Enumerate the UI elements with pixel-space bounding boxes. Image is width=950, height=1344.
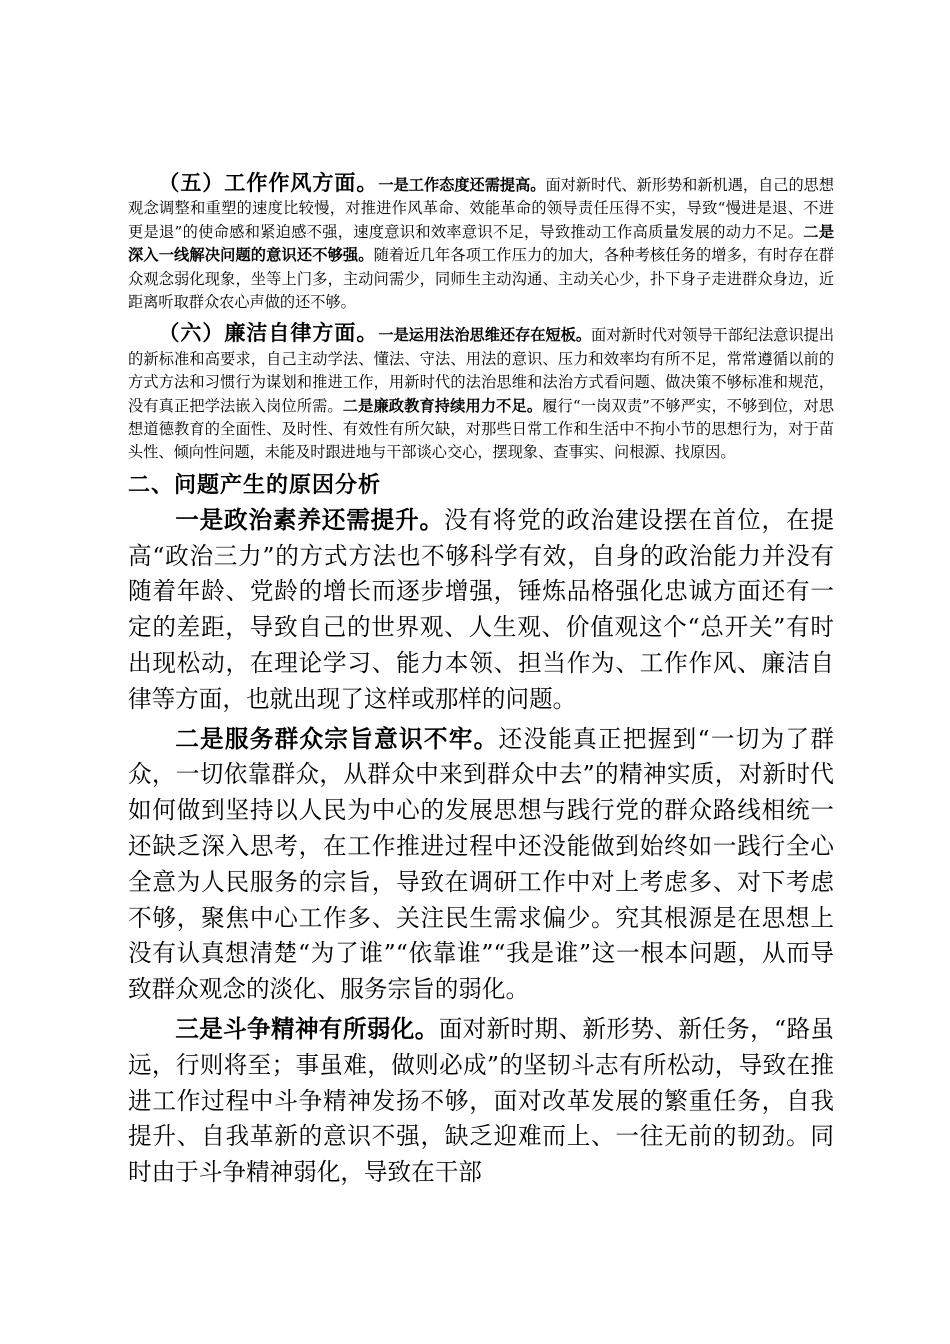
subpoint-clean-government: 二是廉政教育持续用力不足。 xyxy=(342,396,543,415)
paragraph-serving-masses xyxy=(128,722,834,1008)
paragraph-text: 面对新时代对领导干部纪法意识提出的新标准和高要求，自己主动学法、懂法、守法、用法的意识、压力和效率均有所不足，常常遵循以前的方式方法和习惯行为谋划和推进工作，用新时代的法治思维和法治方式看问题、做决策不够标准和规范，没有真正把学法嵌入岗位所需。 xyxy=(128,326,835,415)
paragraph-text: 面对新时代、新形势和新机遇，自己的思想观念调整和重塑的速度比较慢，对推进作风革命、效能革命的领导责任压得不实，导致“慢进是退、不进更是退”的使命感和紧迫感不强，速度意识和效率意识不足，导致推动工作高质量发展的动力不足。 xyxy=(128,176,835,241)
subpoint-serving-masses: 二是服务群众宗旨意识不牢。 xyxy=(175,724,499,753)
paragraph-text: 履行“一岗双责”不够严实，不够到位，对思想道德教育的全面性、及时性、有效性有所欠缺，对那些日常工作和生活中不拘小节的思想行为，对于苗头性、倾向性问题，未能及时跟进地与干部谈心交心，摆现象、查事实、问根源、找原因。 xyxy=(128,396,835,462)
paragraph-fighting-spirit xyxy=(128,1012,834,1191)
subpoint-attitude: 一是工作态度还需提高。 xyxy=(378,176,546,194)
paragraph-text: 面对新时期、新形势、新任务，“路虽远，行则将至；事虽难，做则必成”的坚韧斗志有所松动，导致在推进工作过程中斗争精神发扬不够，面对改革发展的繁重任务，自我提升、自我革新的意识不强，缺乏迎难而上、一往无前的韧劲。同时由于斗争精神弱化，导致在干部 xyxy=(128,1015,835,1187)
document-page xyxy=(128,172,834,1191)
subpoint-frontline: 二是深入一线解决问题的意识还不够强。 xyxy=(128,222,835,265)
subpoint-political-literacy: 一是政治素养还需提升。 xyxy=(175,505,444,534)
subpoint-fighting-spirit: 三是斗争精神有所弱化。 xyxy=(175,1015,439,1044)
paragraph-text: 没有将党的政治建设摆在首位，在提高“政治三力”的方式方法也不够科学有效，自身的政治能力并没有随着年龄、党龄的增长而逐步增强，锤炼品格强化忠诚方面还有一定的差距，导致自己的世界观、人生观、价值观这个“总开关”有时出现松动，在理论学习、能力本领、担当作为、工作作风、廉洁自律等方面，也就出现了这样或那样的问题。 xyxy=(128,505,835,713)
paragraph-text: 还没能真正把握到“一切为了群众，一切依靠群众，从群众中来到群众中去”的精神实质，对新时代如何做到坚持以人民为中心的发展思想与践行党的群众路线相统一还缺乏深入思考，在工作推进过程中还没能做到始终如一践行全心全意为人民服务的宗旨，导致在调研工作中对上考虑多、对下考虑不够，聚焦中心工作多、关注民生需求偏少。究其根源是在思想上没有认真想清楚“为了谁”“依靠谁”“我是谁”这一根本问题，从而导致群众观念的淡化、服务宗旨的弱化。 xyxy=(128,724,834,1004)
paragraph-text: 随着近几年各项工作压力的加大，各种考核任务的增多，有时存在群众观念弱化现象，坐等上门多，主动问需少，同师生主动沟通、主动关心少，扑下身子走进群众身边，近距离听取群众农心声做的还不够。 xyxy=(128,246,835,312)
section-heading-integrity: （六）廉洁自律方面。 xyxy=(158,321,379,346)
paragraph-political-literacy xyxy=(128,503,834,718)
subpoint-rule-of-law: 一是运用法治思维还存在短板。 xyxy=(378,326,592,345)
section-heading-cause-analysis: 二、问题产生的原因分析 xyxy=(128,472,382,498)
paragraph-integrity xyxy=(128,322,834,464)
section-heading-work-style: （五）工作作风方面。 xyxy=(158,171,379,195)
paragraph-work-style xyxy=(128,172,834,314)
